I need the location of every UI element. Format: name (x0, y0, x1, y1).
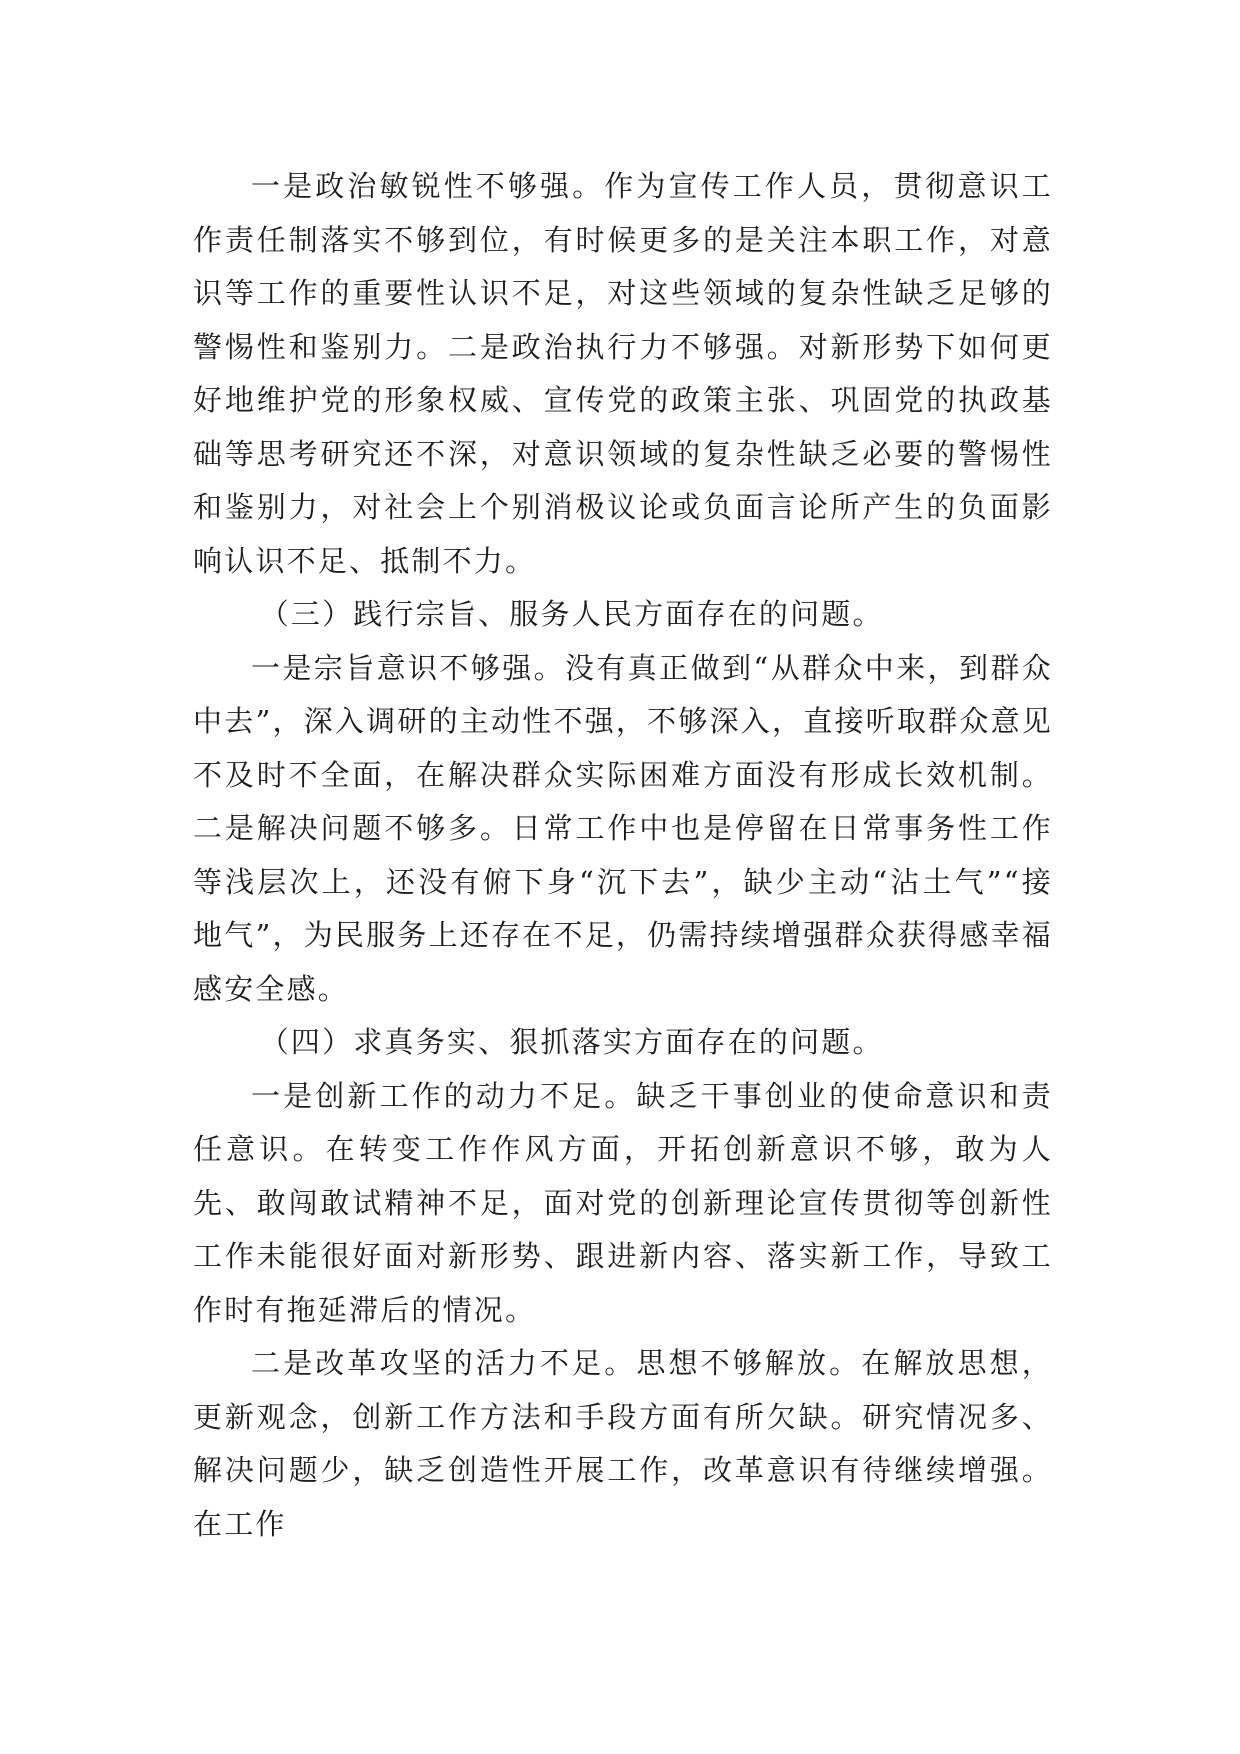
section-heading-3: （三）践行宗旨、服务人民方面存在的问题。 (259, 597, 884, 631)
document-body (193, 160, 1053, 1551)
paragraph-political-awareness: 一是政治敏锐性不够强。作为宣传工作人员，贯彻意识工作责任制落实不够到位，有时候更多的是关注本职工作，对意识等工作的重要性认识不足，对这些领域的复杂性缺乏足够的警惕性和鉴别力。二是政治执行力不够强。对新形势下如何更好地维护党的形象权威、宣传党的政策主张、巩固党的执政基础等思考研究还不深，对意识领域的复杂性缺乏必要的警惕性和鉴别力，对社会上个别消极议论或负面言论所产生的负面影响认识不足、抵制不力。 (193, 169, 1053, 578)
paragraph-serving-people: 一是宗旨意识不够强。没有真正做到“从群众中来，到群众中去”，深入调研的主动性不强，不够深入，直接听取群众意见不及时不全面，在解决群众实际困难方面没有形成长效机制。二是解决问题不够多。日常工作中也是停留在日常事务性工作等浅层次上，还没有俯下身“沉下去”，缺少主动“沾土气”“接地气”，为民服务上还存在不足，仍需持续增强群众获得感幸福感安全感。 (193, 650, 1053, 1006)
paragraph-reform: 二是改革攻坚的活力不足。思想不够解放。在解放思想，更新观念，创新工作方法和手段方面有所欠缺。研究情况多、解决问题少，缺乏创造性开展工作，改革意识有待继续增强。在工作 (193, 1346, 1053, 1541)
section-heading-4: （四）求真务实、狠抓落实方面存在的问题。 (259, 1025, 884, 1059)
paragraph-innovation: 一是创新工作的动力不足。缺乏干事创业的使命意识和责任意识。在转变工作作风方面，开拓创新意识不够，敢为人先、敢闯敢试精神不足，面对党的创新理论宣传贯彻等创新性工作未能很好面对新形势、跟进新内容、落实新工作，导致工作时有拖延滞后的情况。 (193, 1078, 1053, 1327)
